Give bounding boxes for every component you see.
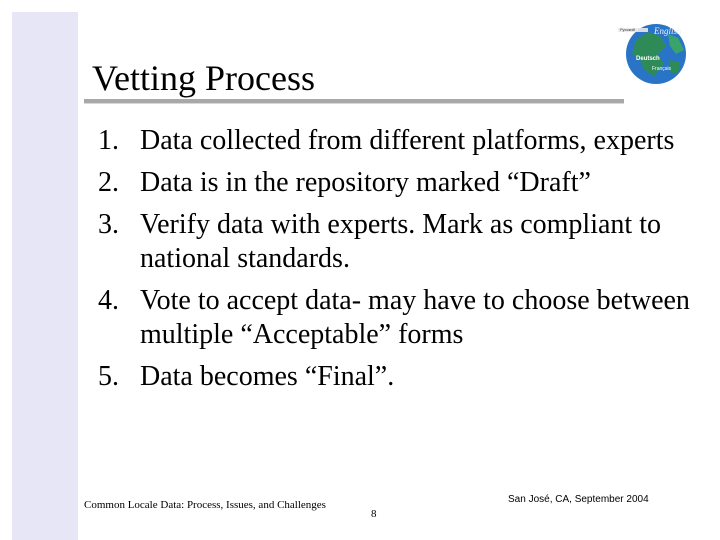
logo-label-francais: Français [652,66,672,72]
vetting-steps-list [98,124,698,402]
list-item-number: 1. [98,125,119,156]
list-item-number: 5. [98,361,119,392]
page-number: 8 [371,508,377,520]
list-item-text: Verify data with experts. Mark as compliant to national standards. [140,209,661,274]
list-item [98,166,698,200]
footer-date-location: San José, CA, September 2004 [508,494,649,505]
globe-language-logo-icon [614,20,696,88]
side-bar [12,12,78,540]
footer-title: Common Locale Data: Process, Issues, and Challenges [84,499,326,511]
title-divider [84,99,624,103]
list-item-number: 3. [98,209,119,240]
logo-label-deutsch: Deutsch [636,56,660,62]
logo-label-russian: Русский [620,27,635,32]
list-item-text: Data becomes “Final”. [140,361,395,392]
list-item-text: Data is in the repository marked “Draft” [140,167,591,198]
list-item-text: Vote to accept data- may have to choose between multiple “Acceptable” forms [140,285,690,350]
list-item-number: 4. [98,285,119,316]
list-item [98,360,698,394]
slide-title: Vetting Process [92,58,315,98]
list-item-number: 2. [98,167,119,198]
list-item [98,124,698,158]
list-item [98,208,698,276]
list-item-text: Data collected from different platforms, experts [140,125,675,156]
logo-label-english: English [654,26,682,36]
list-item [98,284,698,352]
